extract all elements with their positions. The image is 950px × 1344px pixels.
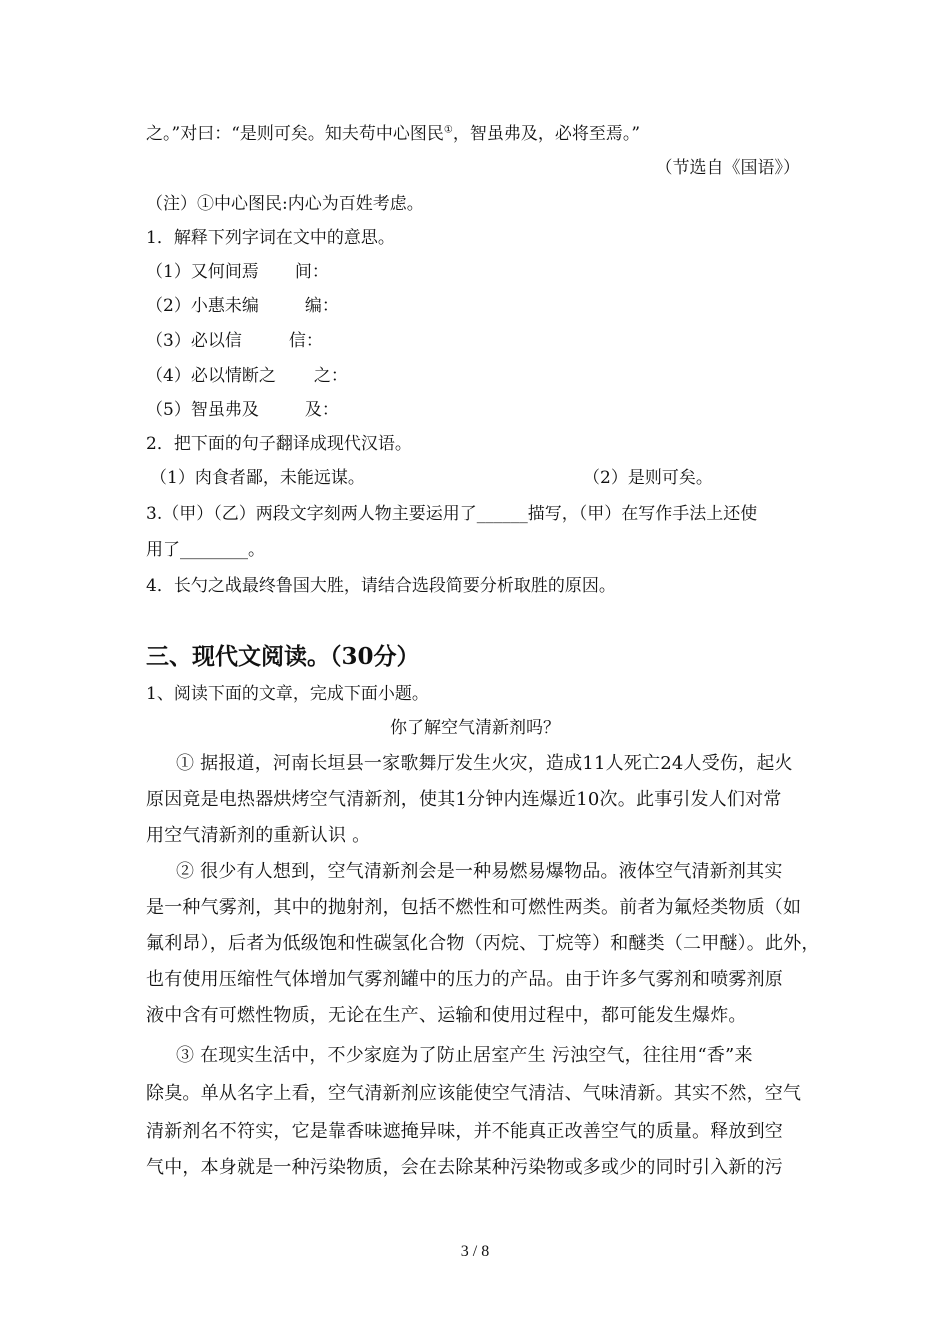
question-2: 2．把下面的句子翻译成现代汉语。 [146,434,412,454]
question-1: 1．解释下列字词在文中的意思。 [146,228,395,248]
paragraph-2-line: 氟利昂），后者为低级饱和性碳氢化合物（丙烷、丁烷等）和醚类（二甲醚）。此外， [146,933,820,954]
footnote-marker: ① [443,124,453,136]
question-1-item-5: （5）智虽弗及 及： [146,400,339,420]
question-4: 4．长勺之战最终鲁国大胜，请结合选段简要分析取胜的原因。 [146,576,616,596]
question-2-item-1: （1）肉食者鄙，未能远谋。 [150,468,365,488]
question-3-line-2: 用了________。 [146,540,265,560]
question-1-item-1: （1）又何间焉 间： [146,262,329,282]
paragraph-3-line: 除臭。单从名字上看，空气清新剂应该能使空气清洁、气味清新。其实不然，空气 [146,1083,802,1104]
section-heading: 三、现代文阅读。（30分） [146,643,420,670]
question-1-item-4: （4）必以情断之 之： [146,366,348,386]
article-title: 你了解空气清新剂吗？ [390,718,560,738]
page-number: 3 / 8 [460,1243,490,1260]
paragraph-1-line: 用空气清新剂的重新认识 。 [146,825,371,846]
paragraph-2-line: 液中含有可燃性物质，无论在生产、运输和使用过程中，都可能发生爆炸。 [146,1005,747,1026]
reading-instruction: 1、阅读下面的文章，完成下面小题。 [146,684,429,704]
paragraph-3-line: ③ 在现实生活中，不少家庭为了防止居室产生 污浊空气，往往用“香”来 [176,1045,753,1066]
question-1-item-2: （2）小惠未编 编： [146,296,339,316]
paragraph-3-line: 气中，本身就是一种污染物质，会在去除某种污染物或多或少的同时引入新的污 [146,1157,783,1178]
question-2-item-2: （2）是则可矣。 [583,468,713,488]
paragraph-2-line: 也有使用压缩性气体增加气雾剂罐中的压力的产品。由于许多气雾剂和喷雾剂原 [146,969,783,990]
paragraph-2-line: ② 很少有人想到，空气清新剂会是一种易燃易爆物品。液体空气清新剂其实 [176,861,783,882]
paragraph-1-line: 原因竟是电热器烘烤空气清新剂，使其1分钟内连爆近10次。此事引发人们对常 [146,789,782,810]
question-1-item-3: （3）必以信 信： [146,331,323,351]
paragraph-1-line: ① 据报道，河南长垣县一家歌舞厅发生火灾，造成11人死亡24人受伤，起火 [176,753,793,774]
text-segment: 之。”对曰：“是则可矣。知夫苟中心图民 [146,124,444,144]
text-line [146,124,640,144]
source-citation: （节选自《国语》） [655,158,800,178]
text-segment: ，智虽弗及，必将至焉。” [452,124,641,144]
paragraph-2-line: 是一种气雾剂，其中的抛射剂，包括不燃性和可燃性两类。前者为氟烃类物质（如 [146,897,802,918]
annotation-note: （注）①中心图民:内心为百姓考虑。 [146,194,424,214]
paragraph-3-line: 清新剂名不符实，它是靠香味遮掩异味，并不能真正改善空气的质量。释放到空 [146,1121,783,1142]
question-3-line-1: 3.（甲）（乙）两段文字刻两人物主要运用了______描写，（甲）在写作手法上还使 [146,504,758,524]
